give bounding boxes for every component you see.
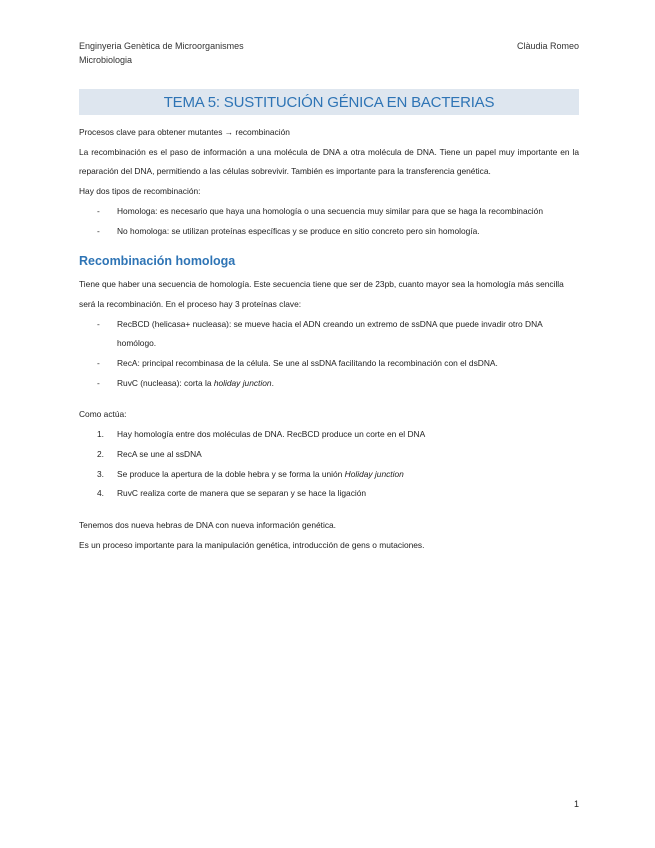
step-3 [117, 469, 404, 479]
spacer [79, 393, 579, 405]
step-3-text: Se produce la apertura de la doble hebra y se forma la unión [117, 468, 345, 479]
list-item [79, 202, 579, 222]
page-number: 1 [573, 799, 579, 809]
header-subject: Microbiologia [79, 55, 133, 65]
number-marker: 2. [97, 448, 104, 459]
document-body [79, 123, 579, 555]
type-homologa: Homologa: es necesario que haya una homología o una secuencia muy similar para que se haga la recombinación [117, 205, 543, 216]
dash-marker: - [97, 225, 100, 236]
list-item [79, 465, 579, 485]
list-item [79, 354, 579, 374]
list-item [79, 374, 579, 394]
step-2: RecA se une al ssDNA [117, 448, 202, 459]
protein-reca: RecA: principal recombinasa de la célula. Se une al ssDNA facilitando la recombinación con el dsDNA. [117, 358, 498, 369]
dash-marker: - [97, 205, 100, 216]
intro-line: Procesos clave para obtener mutantes → recombinación [79, 127, 290, 137]
number-marker: 1. [97, 429, 104, 440]
number-marker: 3. [97, 468, 104, 479]
section-heading: Recombinación homologa [79, 254, 236, 269]
header-author: Clàudia Romeo [516, 41, 579, 51]
dash-marker: - [97, 318, 100, 329]
type-no-homologa: No homologa: se utilizan proteínas específicas y se produce en sitio concreto pero sin homología. [117, 225, 480, 236]
closing-1: Tenemos dos nueva hebras de DNA con nueva información genética. [79, 519, 336, 530]
dash-marker: - [97, 377, 100, 388]
how-label: Como actúa: [79, 409, 127, 420]
list-item [79, 315, 579, 354]
step-3-term: Holiday junction [344, 468, 404, 479]
ruvc-text: RuvC (nucleasa): corta la [117, 377, 214, 388]
title-band [79, 89, 579, 115]
intro-paragraph: La recombinación es el paso de información a una molécula de DNA a otra molécula de DNA. Tiene un papel muy importante en la reparación del DNA, permitiendo a las células sobrevivir. También es importante para la transferencia genética. [79, 146, 579, 177]
step-4: RuvC realiza corte de manera que se separan y se hace la ligación [117, 488, 367, 499]
types-list [79, 202, 579, 241]
ruvc-end: . [271, 377, 274, 388]
protein-ruvc [117, 378, 274, 388]
dash-marker: - [97, 358, 100, 369]
list-item [79, 425, 579, 445]
step-1: Hay homología entre dos moléculas de DNA. RecBCD produce un corte en el DNA [117, 429, 426, 440]
proteins-list [79, 315, 579, 394]
steps-list [79, 425, 579, 504]
header-left [79, 39, 244, 67]
protein-recbcd: RecBCD (helicasa+ nucleasa): se mueve hacia el ADN creando un extremo de ssDNA que puede invadir otro DNA homólogo. [117, 318, 543, 349]
list-item [79, 445, 579, 465]
header-course: Enginyeria Genètica de Microorganismes [79, 41, 244, 51]
list-item [79, 222, 579, 242]
spacer [79, 504, 579, 516]
closing-2: Es un proceso importante para la manipulación genética, introducción de gens o mutaciones. [79, 539, 425, 550]
ruvc-term: holiday junction [213, 377, 272, 388]
types-intro: Hay dos tipos de recombinación: [79, 186, 201, 197]
section-paragraph: Tiene que haber una secuencia de homología. Este secuencia tiene que ser de 23pb, cuanto mayor sea la homología más sencilla será la recombinación. En el proceso hay 3 proteínas clave: [79, 279, 564, 309]
number-marker: 4. [97, 488, 104, 499]
page-title: TEMA 5: SUSTITUCIÓN GÉNICA EN BACTERIAS [163, 93, 495, 111]
list-item [79, 484, 579, 504]
